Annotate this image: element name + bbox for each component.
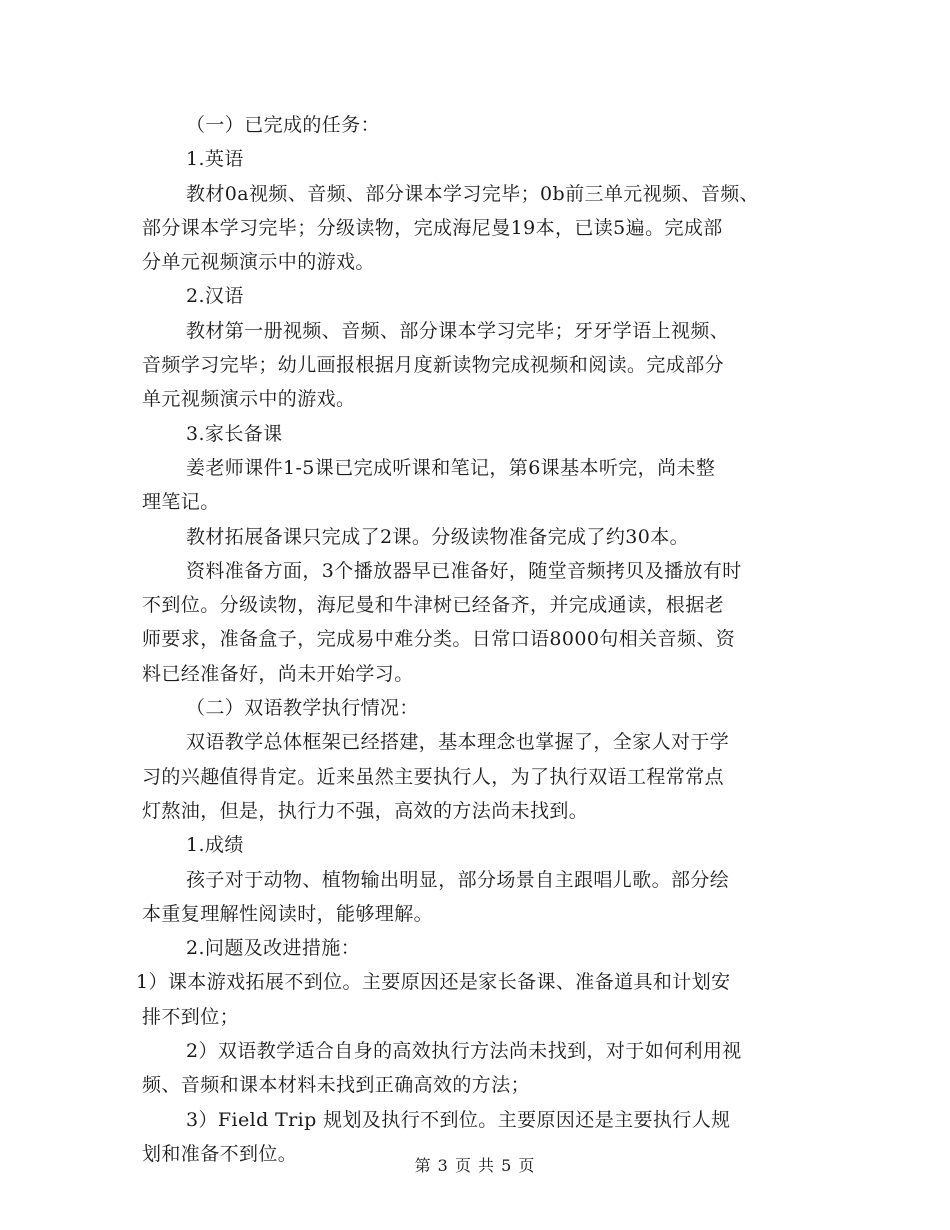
subsection-heading: 1.英语 <box>186 148 244 171</box>
section-heading: （一）已完成的任务： <box>186 114 381 136</box>
text-line: 资料准备方面，3个播放器早已准备好，随堂音频拷贝及播放有时 <box>186 559 742 582</box>
text-line: 灯熬油，但是，执行力不强，高效的方法尚未找到。 <box>142 799 589 822</box>
text-line: 师要求，准备盒子，完成易中难分类。日常口语8000句相关音频、资 <box>142 628 736 651</box>
text-line: 排不到位； <box>142 1005 240 1028</box>
text-line: 理笔记。 <box>142 491 220 514</box>
text-line: 3）Field Trip 规划及执行不到位。主要原因还是主要执行人规 <box>186 1108 731 1131</box>
section-heading: （二）双语教学执行情况： <box>186 697 419 720</box>
document-body <box>138 108 808 1171</box>
subsection-heading: 1.成绩 <box>186 834 244 857</box>
text-line: 2）双语教学适合自身的高效执行方法尚未找到，对于如何利用视 <box>186 1040 742 1063</box>
text-line: 教材第一册视频、音频、部分课本学习完毕；牙牙学语上视频、 <box>186 319 730 342</box>
text-line: 1）课本游戏拓展不到位。主要原因还是家长备课、准备道具和计划安 <box>136 971 731 994</box>
text-line: 料已经准备好，尚未开始学习。 <box>142 662 414 685</box>
text-line: 本重复理解性阅读时，能够理解。 <box>142 902 434 925</box>
subsection-heading: 2.问题及改进措施： <box>186 937 361 960</box>
text-line: 教材拓展备课只完成了2课。分级读物准备完成了约30本。 <box>186 525 690 548</box>
page-footer: 第 3 页 共 5 页 <box>414 1156 536 1175</box>
text-line: 双语教学总体框架已经搭建，基本理念也掌握了，全家人对于学 <box>186 731 730 754</box>
subsection-heading: 2.汉语 <box>186 285 244 308</box>
text-line: 不到位。分级读物，海尼曼和牛津树已经备齐，并完成通读，根据老 <box>142 594 725 617</box>
text-line: 分单元视频演示中的游戏。 <box>142 251 375 274</box>
text-line: 教材0a视频、音频、部分课本学习完毕；0b前三单元视频、音频、 <box>186 182 760 205</box>
text-line: 音频学习完毕；幼儿画报根据月度新读物完成视频和阅读。完成部分 <box>142 354 725 377</box>
text-line: 划和准备不到位。 <box>142 1142 298 1165</box>
text-line: 频、音频和课本材料未找到正确高效的方法； <box>142 1074 531 1097</box>
text-line: 习的兴趣值得肯定。近来虽然主要执行人，为了执行双语工程常常点 <box>142 765 725 788</box>
subsection-heading: 3.家长备课 <box>186 422 283 445</box>
text-line: 姜老师课件1-5课已完成听课和笔记，第6课基本听完，尚未整 <box>186 456 716 479</box>
text-line: 部分课本学习完毕；分级读物，完成海尼曼19本，已读5遍。完成部 <box>142 216 723 239</box>
text-line: 单元视频演示中的游戏。 <box>142 388 356 411</box>
text-line: 孩子对于动物、植物输出明显，部分场景自主跟唱儿歌。部分绘 <box>186 868 730 891</box>
